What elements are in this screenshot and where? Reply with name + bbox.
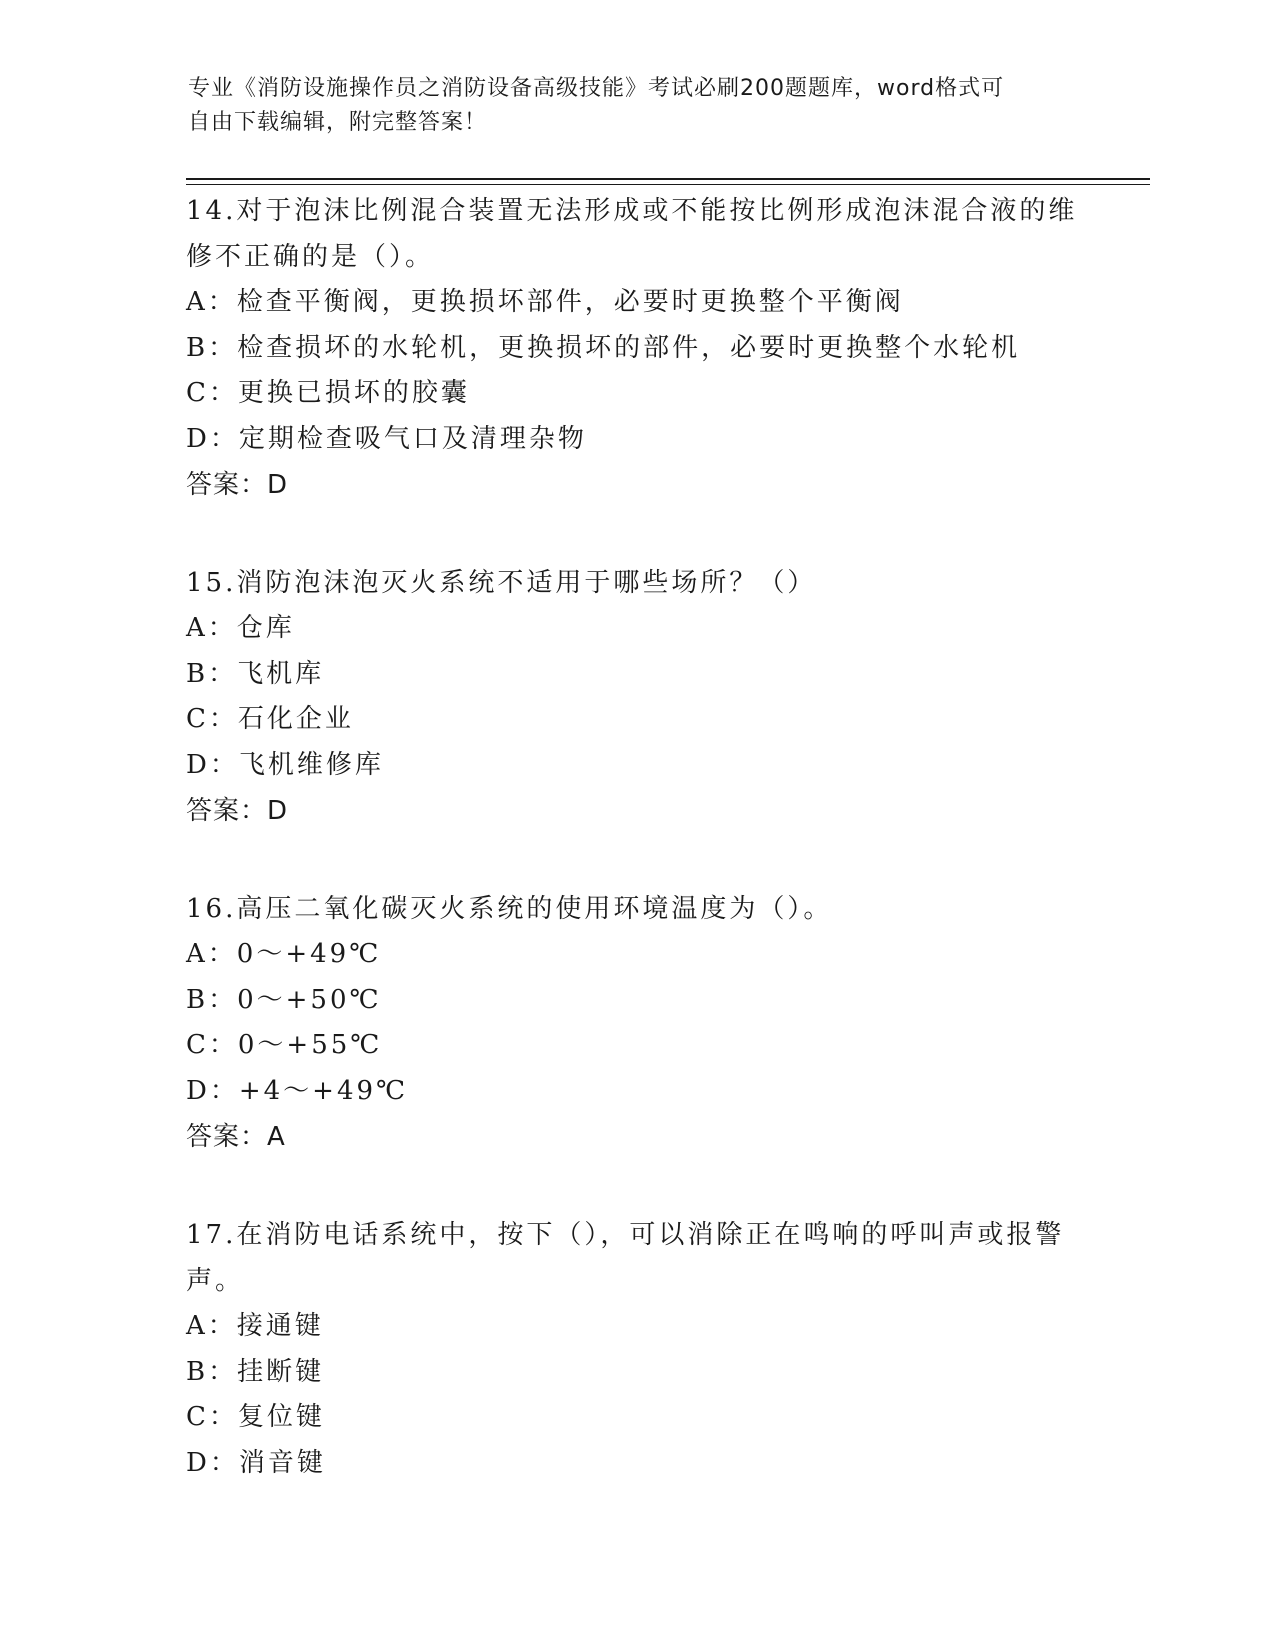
option-a: A：仓库	[186, 613, 295, 643]
question-15	[186, 560, 1086, 834]
question-text	[186, 1212, 1086, 1304]
question-17	[186, 1212, 1086, 1486]
question-text-line-1: 17.在消防电话系统中，按下（），可以消除正在鸣响的呼叫声或报警	[186, 1220, 1065, 1250]
header-divider-thin	[186, 184, 1150, 185]
option-a: A：接通键	[186, 1311, 324, 1341]
option-c: C：更换已损坏的胶囊	[186, 378, 470, 408]
question-text: 16.高压二氧化碳灭火系统的使用环境温度为（）。	[186, 894, 833, 924]
option-d: D：消音键	[186, 1447, 326, 1478]
header-line-2: 自由下载编辑，附完整答案！	[188, 110, 488, 135]
header-line-1: 专业《消防设施操作员之消防设备高级技能》考试必刷200题题库，word格式可	[188, 76, 1005, 101]
question-text	[186, 188, 1086, 280]
question-14	[186, 188, 1086, 508]
option-c: C：0～+55℃	[186, 1030, 383, 1060]
option-b: B：挂断键	[186, 1356, 325, 1387]
option-a: A：0～+49℃	[186, 939, 382, 969]
option-a: A：检查平衡阀，更换损坏部件，必要时更换整个平衡阀	[186, 287, 904, 317]
answer: 答案：D	[186, 470, 289, 500]
option-d: D：定期检查吸气口及清理杂物	[186, 423, 587, 454]
question-text-line-2: 声。	[186, 1266, 245, 1296]
document-header	[188, 72, 1088, 140]
answer: 答案：A	[186, 1122, 286, 1152]
option-b: B：飞机库	[186, 658, 325, 689]
question-text-line-1: 14.对于泡沫比例混合装置无法形成或不能按比例形成泡沫混合液的维	[186, 196, 1078, 226]
header-divider-thick	[186, 178, 1150, 180]
option-d: D：飞机维修库	[186, 749, 384, 780]
option-c: C：石化企业	[186, 704, 354, 734]
option-d: D：+4～+49℃	[186, 1075, 409, 1106]
option-b: B：检查损坏的水轮机，更换损坏的部件，必要时更换整个水轮机	[186, 332, 1021, 363]
option-b: B：0～+50℃	[186, 984, 382, 1015]
question-text: 15.消防泡沫泡灭火系统不适用于哪些场所？（）	[186, 568, 817, 598]
question-16	[186, 886, 1086, 1160]
option-c: C：复位键	[186, 1402, 325, 1432]
question-text-line-2: 修不正确的是（）。	[186, 242, 435, 272]
question-list	[186, 188, 1086, 1538]
answer: 答案：D	[186, 796, 289, 826]
